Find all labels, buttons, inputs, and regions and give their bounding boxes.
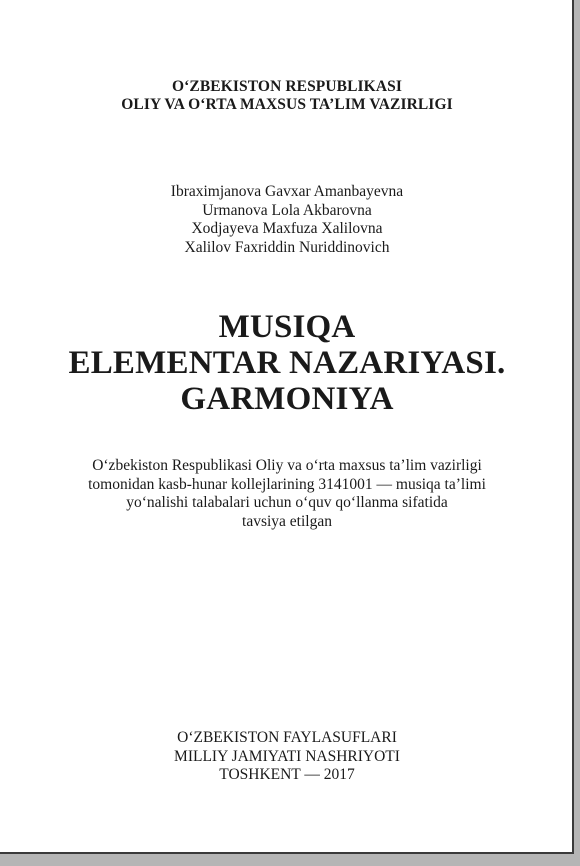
authors-list: [0, 183, 574, 257]
book-title-line-3: GARMONIYA: [180, 381, 394, 417]
book-title: [0, 309, 574, 417]
approval-line-4: tavsiya etilgan: [242, 512, 332, 530]
approval-line-3: yo‘nalishi talabalari uchun o‘quv qo‘llanma sifatida: [126, 494, 448, 511]
approval-line-2: tomonidan kasb-hunar kollejlarining 3141001 — musiqa ta’limi: [88, 475, 486, 493]
publisher-city-year: TOSHKENT — 2017: [219, 766, 355, 783]
publisher-line-2: MILLIY JAMIYATI NASHRIYOTI: [174, 747, 400, 765]
ministry-line-2: OLIY VA O‘RTA MAXSUS TA’LIM VAZIRLIGI: [121, 96, 453, 113]
approval-note: [0, 457, 574, 531]
ministry-line-1: O‘ZBEKISTON RESPUBLIKASI: [172, 78, 402, 95]
ministry-header: [0, 78, 574, 114]
page-shadow-right: [574, 0, 580, 866]
author-name: Xodjayeva Maxfuza Xalilovna: [191, 220, 383, 237]
author-name: Xalilov Faxriddin Nuriddinovich: [184, 238, 390, 256]
author-name: Urmanova Lola Akbarovna: [202, 201, 372, 219]
book-title-line-2: ELEMENTAR NAZARIYASI.: [68, 345, 506, 381]
book-title-line-1: MUSIQA: [218, 309, 356, 345]
page-shadow-bottom: [0, 854, 580, 866]
approval-line-1: O‘zbekiston Respublikasi Oliy va o‘rta maxsus ta’lim vazirligi: [92, 457, 482, 474]
author-name: Ibraximjanova Gavxar Amanbayevna: [170, 183, 404, 200]
publisher-line-1: O‘ZBEKISTON FAYLASUFLARI: [177, 729, 397, 746]
publisher-imprint: [0, 729, 574, 785]
